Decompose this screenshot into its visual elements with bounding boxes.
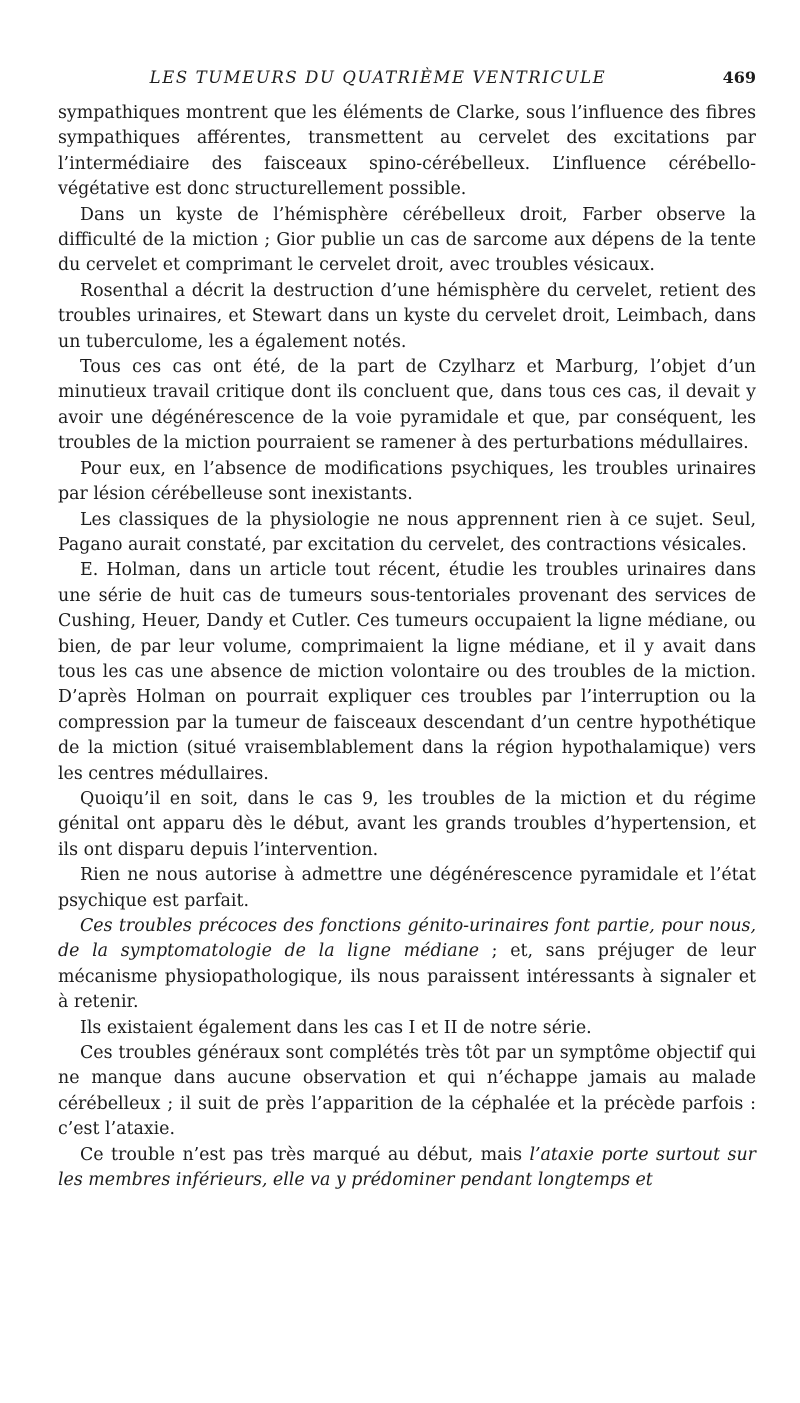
- paragraph-4: [58, 355, 756, 457]
- paragraph-6: [58, 508, 756, 559]
- paragraph-italic-text: l’ataxie porte surtout sur les membres inférieurs, elle va y prédominer pendant longtemps et: [58, 1144, 756, 1191]
- paragraph-text: ; et, sans préjuger de leur mécanisme physiopathologique, ils nous paraissent intéressants à signaler et à retenir.: [58, 941, 756, 1013]
- paragraph-text: Rosenthal a décrit la destruction d’une hémisphère du cervelet, retient des troubles urinaires, et Stewart dans un kyste du cervelet droit, Leimbach, dans un tuberculome, les a également notés.: [58, 280, 756, 352]
- running-title: LES TUMEURS DU QUATRIÈME VENTRICULE: [149, 68, 607, 87]
- paragraph-12: [58, 1041, 756, 1143]
- paragraph-3: [58, 279, 756, 355]
- paragraph-text: Ce trouble n’est pas très marqué au début, mais: [80, 1144, 530, 1165]
- paragraph-11: [58, 1016, 756, 1041]
- paragraph-text: Ces troubles généraux sont complétés très tôt par un symptôme objectif qui ne manque dans aucune observation et qui n’échappe jamais au malade cérébelleux ; il suit de près l’apparition de la céphalée et la précède parfois : c’est l’ataxie.: [58, 1043, 756, 1140]
- page-number: 469: [722, 68, 756, 87]
- paragraph-13: [58, 1143, 756, 1194]
- paragraph-text: Ils existaient également dans les cas I et II de notre série.: [80, 1017, 592, 1038]
- paragraph-1: [58, 101, 756, 203]
- paragraph-text: sympathiques montrent que les éléments de Clarke, sous l’influence des fibres sympathiques afférentes, transmettent au cervelet des excitations par l’intermédiaire des faisceaux spino-cérébelleux. L’influence cérébello-végétative est donc structurellement possible.: [58, 103, 756, 200]
- paragraph-text: Quoiqu’il en soit, dans le cas 9, les troubles de la miction et du régime génital ont apparu dès le début, avant les grands troubles d’hypertension, et ils ont disparu depuis l’intervention.: [58, 788, 756, 860]
- paragraph-italic-text: Ces troubles précoces des fonctions génito-urinaires font partie, pour nous, de la symptomatologie de la ligne médiane: [58, 916, 756, 962]
- paragraph-9: [58, 863, 756, 914]
- paragraph-text: Tous ces cas ont été, de la part de Czylharz et Marburg, l’objet d’un minutieux travail critique dont ils concluent que, dans tous ces cas, il devait y avoir une dégénérescence de la voie pyramidale et que, par conséquent, les troubles de la miction pourraient se ramener à des perturbations médullaires.: [58, 357, 756, 454]
- paragraph-text: E. Holman, dans un article tout récent, étudie les troubles urinaires dans une série de huit cas de tumeurs sous-tentoriales provenant des services de Cushing, Heuer, Dandy et Cutler. Ces tumeurs occupaient la ligne médiane, ou bien, de par leur volume, comprimaient la ligne médiane, et il y avait dans tous les cas une absence de miction volontaire ou des troubles de la miction. D’après Holman on pourrait expliquer ces troubles par l’interruption ou la compression par la tumeur de faisceaux descendant d’un centre hypothétique de la miction (situé vraisemblablement dans la région hypothalamique) vers les centres médullaires.: [58, 560, 756, 784]
- paragraph-2: [58, 203, 756, 279]
- paragraph-text: Dans un kyste de l’hémisphère cérébelleux droit, Farber observe la difficulté de la miction ; Gior publie un cas de sarcome aux dépens de la tente du cervelet et comprimant le cervelet droit, avec troubles vésicaux.: [58, 204, 756, 276]
- paragraph-5: [58, 457, 756, 508]
- running-header: [70, 64, 756, 94]
- body-text: [58, 101, 756, 1193]
- paragraph-text: Rien ne nous autorise à admettre une dégénérescence pyramidale et l’état psychique est parfait.: [58, 865, 756, 911]
- paragraph-7: [58, 558, 756, 787]
- paragraph-10: [58, 914, 756, 1016]
- paragraph-8: [58, 787, 756, 863]
- paragraph-text: Les classiques de la physiologie ne nous apprennent rien à ce sujet. Seul, Pagano aurait constaté, par excitation du cervelet, des contractions vésicales.: [58, 509, 756, 555]
- paragraph-text: Pour eux, en l’absence de modifications psychiques, les troubles urinaires par lésion cérébelleuse sont inexistants.: [58, 458, 756, 505]
